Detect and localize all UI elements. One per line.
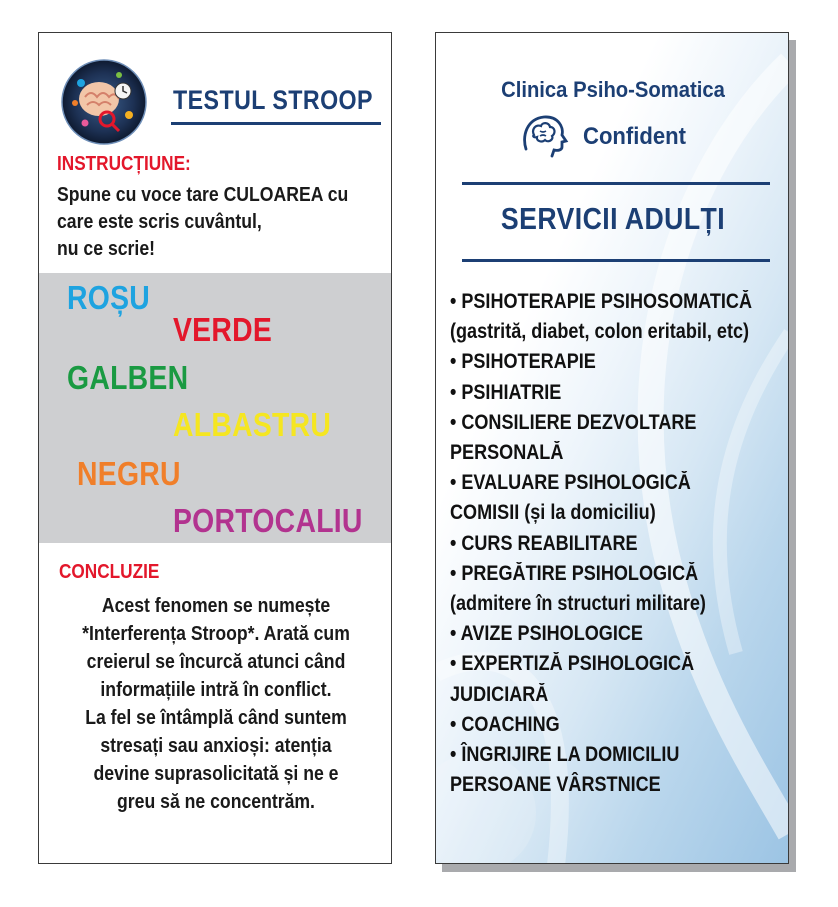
service-line: • AVIZE PSIHOLOGICE (450, 622, 643, 646)
color-word: NEGRU (77, 455, 181, 492)
services-list (450, 287, 786, 800)
instruction-line: care este scris cuvântul, (57, 210, 262, 233)
service-line: COMISII (și la domiciliu) (450, 501, 656, 525)
instruction-heading: INSTRUCȚIUNE: (57, 153, 191, 175)
service-line: • PSIHIATRIE (450, 380, 562, 404)
service-line: PERSONALĂ (450, 441, 564, 465)
service-line: (admitere în structuri militare) (450, 592, 706, 616)
conclusion-line: greu să ne concentrăm. (117, 790, 315, 813)
services-title: SERVICII ADULȚI (500, 201, 726, 236)
service-line: • EXPERTIZĂ PSIHOLOGICĂ (450, 652, 695, 676)
stroop-test-card (38, 32, 392, 864)
service-line: (gastrită, diabet, colon eritabil, etc) (450, 320, 750, 344)
color-word: ALBASTRU (173, 406, 332, 443)
color-word: GALBEN (67, 359, 189, 396)
service-line: • PREGĂTIRE PSIHOLOGICĂ (450, 561, 699, 585)
clinic-name: Clinica Psiho-Somatica (501, 77, 725, 102)
brain-logo-icon (61, 59, 147, 145)
conclusion-line: creierul se încurcă atunci când (86, 650, 346, 673)
service-line: • PSIHOTERAPIE PSIHOSOMATICĂ (450, 290, 753, 313)
conclusion-line: stresați sau anxioși: atenția (100, 734, 332, 757)
title-underline (171, 122, 381, 125)
conclusion-text (39, 592, 392, 816)
head-brain-icon (518, 109, 570, 161)
conclusion-heading: CONCLUZIE (59, 561, 160, 583)
conclusion-line: Acest fenomen se numește (101, 594, 331, 617)
stroop-title: TESTUL STROOP (173, 85, 373, 115)
service-line: • COACHING (450, 712, 560, 736)
services-card (435, 32, 789, 864)
divider-top (462, 182, 770, 185)
instruction-line: nu ce scrie! (57, 237, 155, 260)
instruction-line: Spune cu voce tare CULOAREA cu (57, 183, 349, 206)
color-words-panel (39, 273, 392, 543)
conclusion-line: La fel se întâmplă când suntem (85, 706, 347, 729)
color-word: PORTOCALIU (173, 502, 363, 539)
conclusion-line: informațiile intră în conflict. (100, 678, 332, 701)
color-word: VERDE (173, 311, 273, 348)
service-line: • CONSILIERE DEZVOLTARE (450, 410, 697, 434)
conclusion-line: *Interferența Stroop*. Arată cum (82, 622, 350, 645)
service-line: • EVALUARE PSIHOLOGICĂ (450, 471, 691, 495)
service-line: • PSIHOTERAPIE (450, 350, 596, 374)
brand-name: Confident (583, 123, 687, 150)
conclusion-line: devine suprasolicitată și ne e (93, 762, 339, 785)
color-word: ROȘU (67, 279, 151, 316)
instruction-text (57, 181, 387, 262)
service-line: • ÎNGRIJIRE LA DOMICILIU (450, 743, 680, 767)
service-line: JUDICIARĂ (450, 682, 549, 706)
divider-bottom (462, 259, 770, 262)
service-line: PERSOANE VÂRSTNICE (450, 773, 661, 797)
service-line: • CURS REABILITARE (450, 531, 638, 555)
